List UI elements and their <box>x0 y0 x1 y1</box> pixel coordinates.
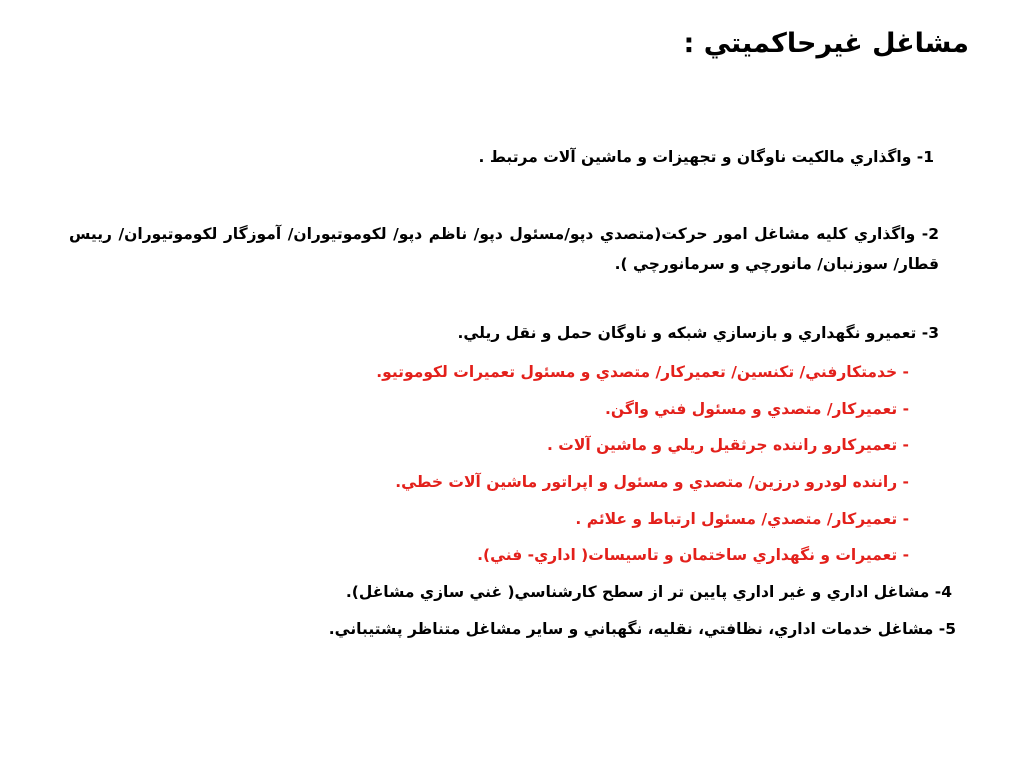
sub-item-3: - تعميركارو راننده جرثقيل ريلي و ماشين آلات . <box>546 436 909 454</box>
sub-item-2: - تعميركار/ متصدي و مسئول فني واگن. <box>605 400 909 418</box>
list-item-1: 1- واگذاري مالكيت ناوگان و تجهيزات و ماشين آلات مرتبط . <box>478 148 934 166</box>
list-item-2: 2- واگذاري كليه مشاغل امور حركت(متصدي دپو/مسئول دپو/ ناظم دپو/ لكوموتيوران/ آموزگار لكوموتيوران/ رييس قطار/ سوزنبان/ مانورچي و سرمانورچي ). <box>69 225 939 273</box>
slide-title: مشاغل غيرحاكميتي : <box>683 28 969 59</box>
sub-item-5: - تعميركار/ متصدي/ مسئول ارتباط و علائم . <box>575 510 909 528</box>
list-item-4: 4- مشاغل اداري و غير اداري پايين تر از سطح كارشناسي( غني سازي مشاغل). <box>345 583 952 601</box>
list-item-3: 3- تعميرو نگهداري و بازسازي شبكه و ناوگان حمل و نقل ريلي. <box>457 324 939 342</box>
sub-item-6: - تعميرات و نگهداري ساختمان و تاسيسات( اداري- فني). <box>477 546 909 564</box>
sub-item-4: - راننده لودرو درزين/ متصدي و مسئول و اپراتور ماشين آلات خطي. <box>395 473 909 491</box>
sub-item-1: - خدمتكارفني/ تكنسين/ تعميركار/ متصدي و مسئول تعميرات لكوموتيو. <box>376 363 909 381</box>
list-item-5: 5- مشاغل خدمات اداري، نظافتي، نقليه، نگهباني و ساير مشاغل متناظر پشتيباني. <box>328 620 956 638</box>
